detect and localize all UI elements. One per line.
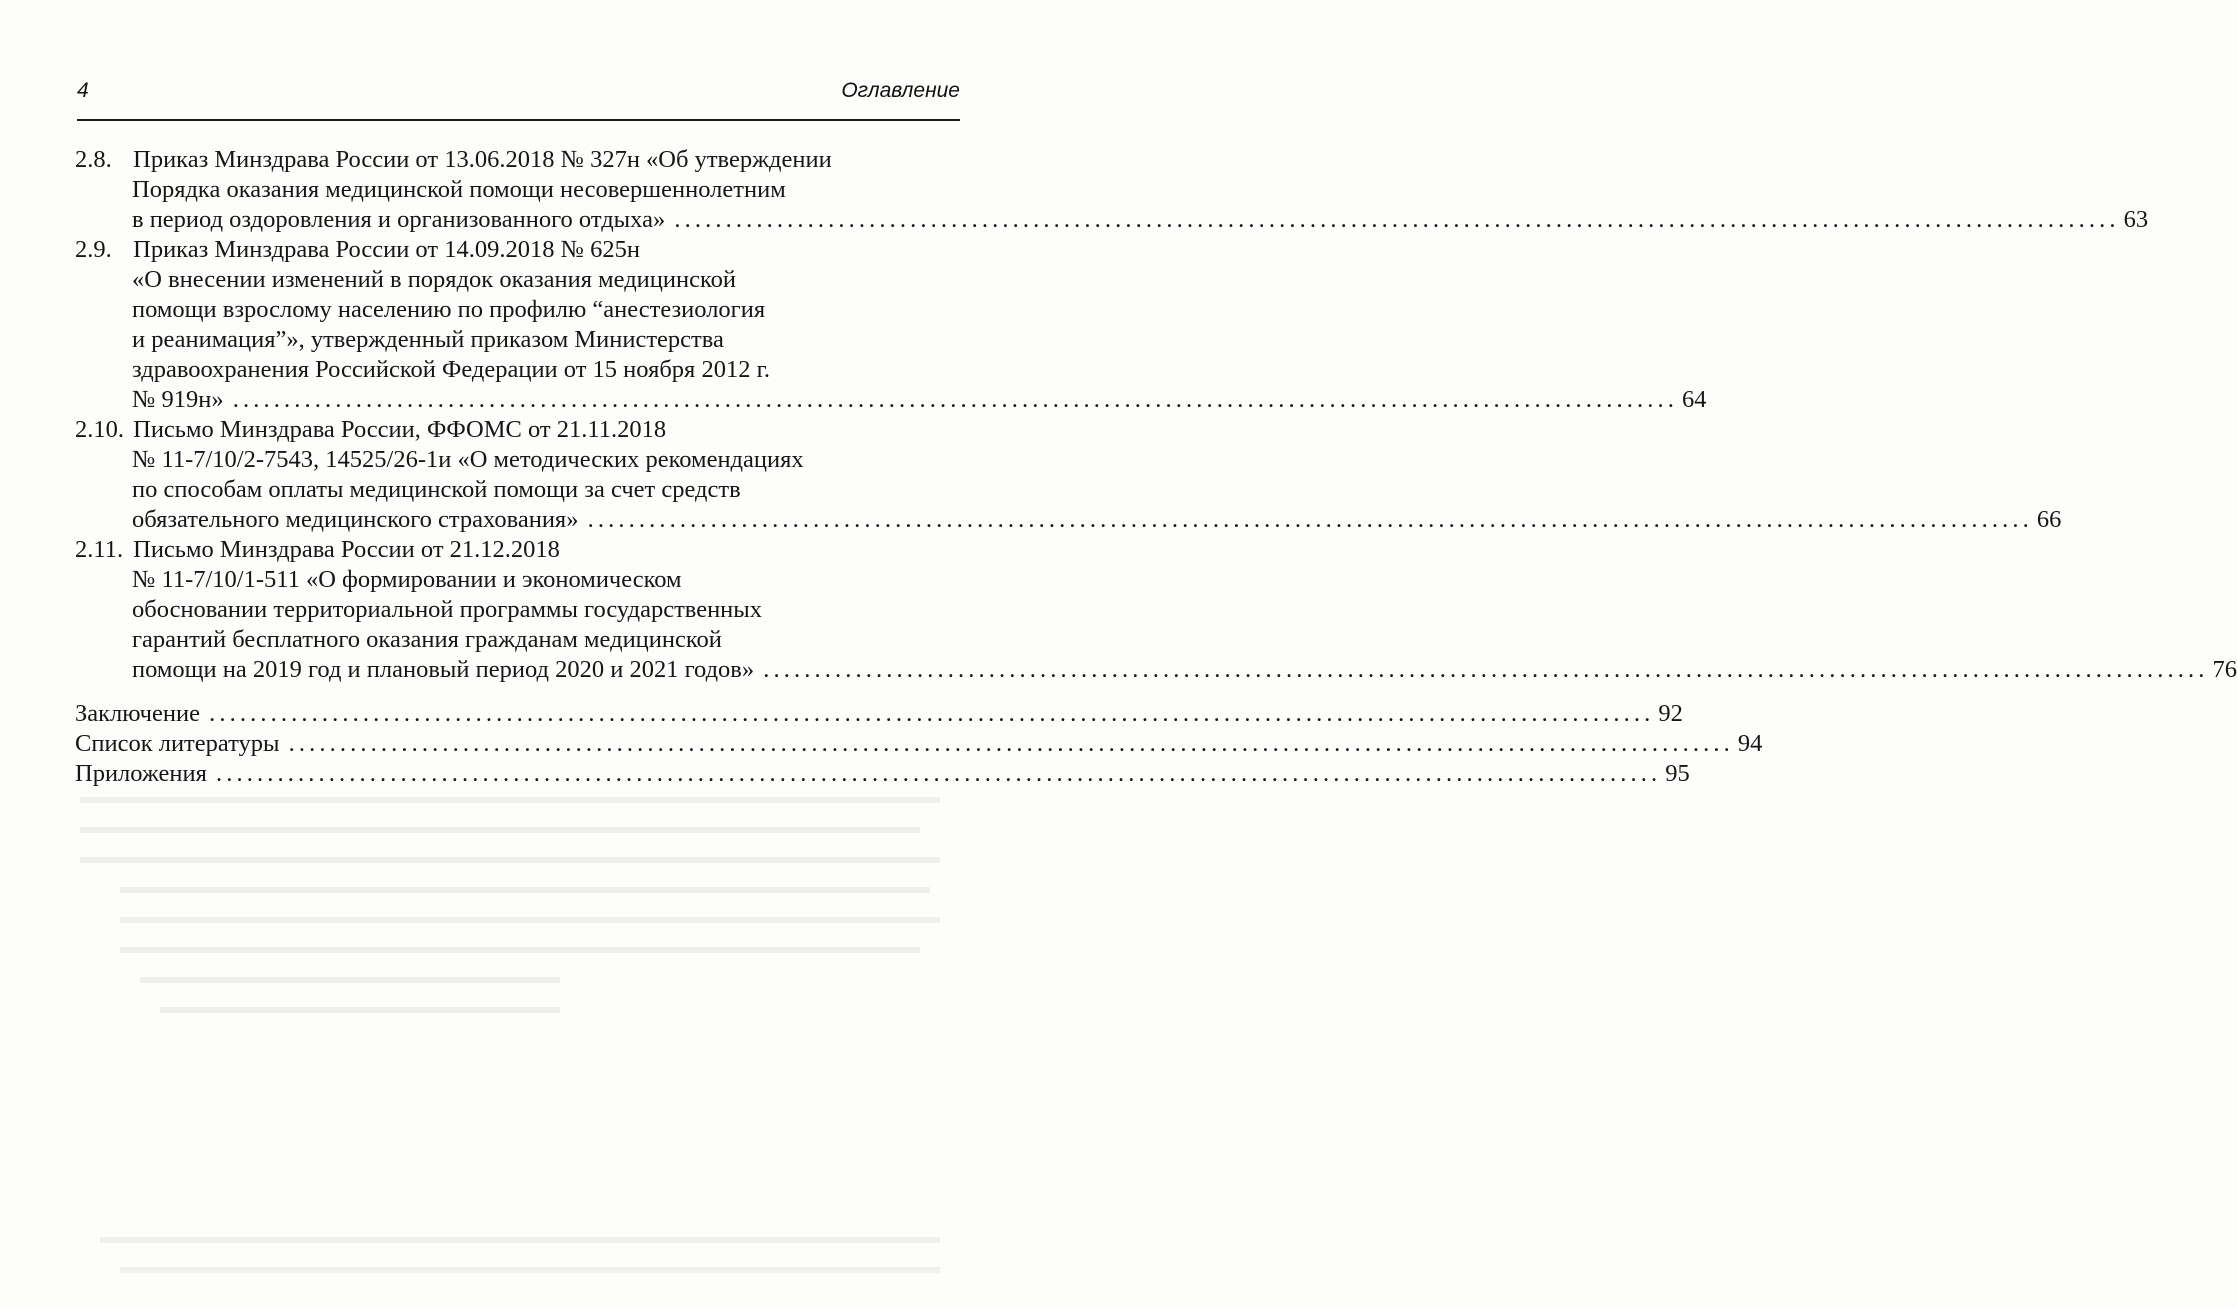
toc-page-number: 94	[1737, 730, 1763, 757]
toc-line: № 11-7/10/2-7543, 14525/26-1и «О методических рекомендациях	[132, 446, 804, 473]
toc-line: помощи взрослому населению по профилю “анестезиология	[132, 296, 766, 323]
toc-leader-line	[75, 759, 1690, 789]
page-number: 4	[77, 79, 89, 102]
toc-entry-text: Приложения	[75, 760, 207, 787]
toc-entry-appendices[interactable]	[75, 759, 1690, 789]
dot-leader	[289, 730, 1729, 757]
toc-entry-2-10[interactable]	[75, 415, 2062, 535]
toc-entry-text: № 919н»	[132, 386, 224, 413]
toc-line: и реанимация”», утвержденный приказом Министерства	[132, 326, 724, 353]
toc-entry-text: Письмо Минздрава России от 21.12.2018	[133, 536, 560, 563]
toc-line: по способам оплаты медицинской помощи за счет средств	[132, 476, 741, 503]
toc-line: обосновании территориальной программы государственных	[132, 596, 763, 623]
toc-entry-text: Приказ Минздрава России от 14.09.2018 № 625н	[133, 236, 640, 263]
dot-leader	[674, 206, 2114, 233]
dot-leader	[588, 506, 2028, 533]
toc-line: «О внесении изменений в порядок оказания медицинской	[132, 266, 737, 293]
toc-page-number: 64	[1682, 386, 1707, 413]
toc-entry-number: 2.9.	[75, 236, 112, 263]
dot-leader	[209, 700, 1649, 727]
header-rule	[77, 119, 960, 121]
toc-line: № 11-7/10/1-511 «О формировании и экономическом	[132, 566, 682, 593]
toc-leader-line	[75, 655, 2237, 685]
toc-line	[75, 535, 961, 565]
toc-entry-2-8[interactable]	[75, 145, 2149, 235]
toc-line: гарантий бесплатного оказания гражданам медицинской	[132, 626, 722, 653]
toc-entry-2-11[interactable]	[75, 535, 2237, 685]
toc-page-number: 92	[1658, 700, 1683, 727]
table-of-contents	[75, 145, 2237, 789]
toc-entry-conclusion[interactable]	[75, 699, 1683, 729]
paper-show-through	[60, 780, 960, 1300]
toc-entry-text: Письмо Минздрава России, ФФОМС от 21.11.2018	[133, 416, 667, 443]
toc-entry-number: 2.11.	[75, 536, 124, 563]
toc-line	[75, 235, 961, 265]
toc-line: здравоохранения Российской Федерации от 15 ноября 2012 г.	[132, 356, 770, 383]
toc-entry-text: Приказ Минздрава России от 13.06.2018 № 327н «Об утверждении	[133, 146, 832, 173]
toc-entry-references[interactable]	[75, 729, 1763, 759]
toc-entry-text: Список литературы	[75, 730, 280, 757]
toc-line: Порядка оказания медицинской помощи несовершеннолетним	[132, 176, 786, 203]
toc-entry-text: обязательного медицинского страхования»	[132, 506, 579, 533]
toc-entry-text: помощи на 2019 год и плановый период 2020 и 2021 годов»	[132, 656, 755, 683]
toc-entry-number: 2.10.	[75, 416, 124, 443]
toc-leader-line	[75, 505, 2062, 535]
dot-leader	[233, 386, 1673, 413]
toc-leader-line	[75, 205, 2149, 235]
toc-leader-line	[75, 385, 1707, 415]
dot-leader	[763, 656, 2203, 683]
toc-entry-2-9[interactable]	[75, 235, 1707, 415]
toc-page-number: 76	[2212, 656, 2237, 683]
dot-leader	[216, 760, 1656, 787]
toc-leader-line	[75, 729, 1763, 759]
toc-page-number: 66	[2036, 506, 2062, 533]
toc-line	[75, 145, 961, 175]
toc-page-number: 63	[2123, 206, 2149, 233]
toc-entry-text: в период оздоровления и организованного отдыха»	[132, 206, 666, 233]
toc-line	[75, 415, 961, 445]
toc-entry-number: 2.8.	[75, 146, 112, 173]
section-title: Оглавление	[841, 79, 960, 102]
toc-entry-text: Заключение	[75, 700, 200, 727]
section-gap	[75, 685, 961, 699]
toc-leader-line	[75, 699, 1683, 729]
running-head	[77, 79, 960, 109]
toc-page-number: 95	[1665, 760, 1690, 787]
